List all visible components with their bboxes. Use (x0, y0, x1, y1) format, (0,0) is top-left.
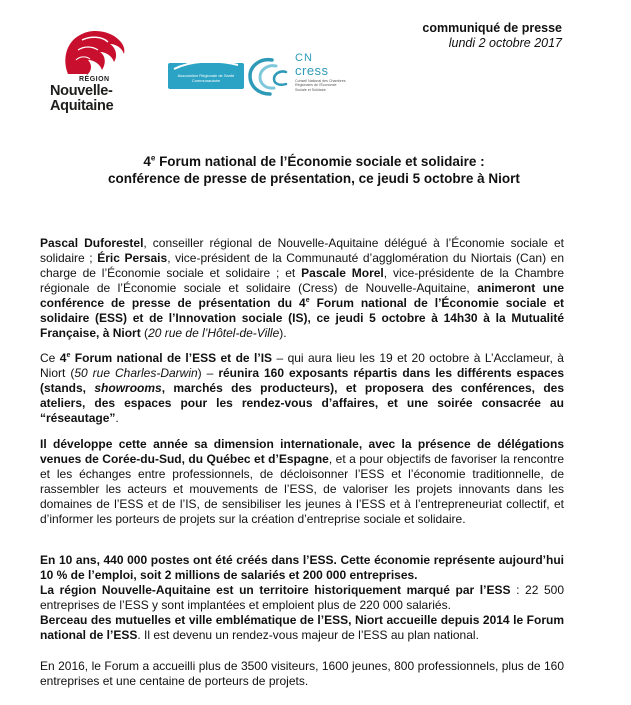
name-pascale-morel: Pascale Morel (301, 266, 384, 280)
ordinal-sup: e (66, 352, 71, 359)
ess-stats-bold: En 10 ans, 440 000 postes ont été créés dans l’ESS. Cette économie représente aujourd’hui 10 % de l’emploi, soit 2 millions de salariés et 200 000 entreprises. (40, 553, 564, 582)
text-span: Forum national de l’Économie sociale et solidaire (ESS) et de l’Innovation sociale (IS), ce jeudi 5 octobre à 14h30 à la Mutualité Française, à Niort (40, 296, 565, 340)
niort-bold: Berceau des mutuelles et ville emblématique de l’ESS, Niort accueille depuis 2014 le Forum national de l’ESS (40, 613, 564, 642)
press-release-header (422, 21, 562, 51)
document-date: lundi 2 octobre 2017 (448, 36, 562, 50)
press-release-title (40, 153, 588, 187)
wave-swoosh-icon (168, 57, 244, 71)
text-span: , marchés des producteurs), et proposera des conférences, des ateliers, des espaces pour les rendez-vous d’affaires, et une soirée consacrée au “réseautage” (40, 381, 564, 425)
paragraph-forum-details (40, 351, 564, 426)
text-span: Ce (40, 351, 60, 365)
text-span: , et a pour objectifs de favoriser la rencontre et les échanges entre professionnels, de décloisonner l’ESS et l’économie traditionnelle, de rassembler les acteurs et mouvements de l’ESS, de valoriser les projets innovants dans les domaines de l’ESS et de l’IS, de sensibiliser les jeunes à l’ESS et à l’entrepreneuriat collectif, et d’informer les porteurs de projets sur la création d’entreprise sociale et solidaire. (40, 452, 565, 526)
paragraph-announcement (40, 236, 564, 341)
title-line-2: conférence de presse de présentation, ce jeudi 5 octobre à Niort (108, 171, 520, 186)
lion-emblem-icon (60, 26, 130, 78)
region-ess-bold: La région Nouvelle-Aquitaine est un territoire historiquement marqué par l’ESS (40, 583, 511, 597)
title-ordinal-sup: e (150, 153, 156, 163)
title-ordinal: 4 (143, 154, 151, 169)
text-span: . (115, 411, 119, 425)
region-name-line-2: Aquitaine (50, 98, 114, 114)
association-logo (168, 55, 244, 97)
text-span: – qui aura lieu les 19 et 20 octobre à L’Acclameur, à Niort ( (40, 351, 564, 380)
region-nouvelle-aquitaine-logo (50, 26, 150, 118)
title-line-1-text: Forum national de l’Économie sociale et solidaire : (155, 154, 485, 169)
association-logo-text: Association Régionale de Santé Communautaire (177, 73, 235, 83)
region-label: RÉGION (79, 76, 110, 83)
international-bold: Il développe cette année sa dimension internationale, avec la présence de délégations venues de Corée-du-Sud, du Québec et d’Espagne (40, 437, 564, 466)
document-kind: communiqué de presse (422, 21, 562, 35)
text-span: . Il est devenu un rendez-vous majeur de l’ESS au plan national. (137, 628, 479, 642)
text-span: réunira 160 exposants répartis dans les différents espaces (stands, (40, 366, 565, 395)
text-span: Forum national de l’ESS et de l’IS (70, 351, 273, 365)
region-name-line-1: Nouvelle- (50, 83, 113, 99)
cncress-cn: CN (295, 52, 313, 64)
cncress-logo (246, 52, 346, 102)
text-span: , conseiller régional de Nouvelle-Aquitaine délégué à l’Économie sociale et solidaire ; (40, 236, 564, 265)
text-span: animeront une conférence de presse de présentation du 4 (40, 281, 564, 310)
address-acclameur: 50 rue Charles-Darwin (74, 366, 198, 380)
cncress-tagline: Conseil National des Chambres Régionales de l'Économie Sociale et Solidaire (295, 79, 346, 92)
text-span: ). (279, 326, 287, 340)
name-eric-persais: Éric Persais (97, 251, 168, 265)
text-span: , vice-présidente de la Chambre régionale de l’Économie sociale et solidaire (Cress) de Nouvelle-Aquitaine, (40, 266, 565, 295)
showrooms-italic: showrooms (94, 381, 162, 395)
region-name (50, 84, 113, 114)
forum-name-bold (60, 351, 272, 365)
title-line-1 (40, 153, 588, 170)
ordinal-sup: e (305, 297, 310, 304)
cncress-cress: cress (295, 63, 329, 78)
cress-rings-icon (246, 54, 294, 100)
name-pascal-duforestel: Pascal Duforestel (40, 236, 144, 250)
paragraph-statistics (40, 553, 564, 643)
text-span: ) – (197, 366, 219, 380)
paragraph-international (40, 437, 564, 527)
text-span: ( (140, 326, 149, 340)
text-span: , vice-président de la Communauté d’agglomération du Niortais (Can) en charge de l’Économie sociale et solidaire ; et (40, 251, 565, 280)
address-mutualite: 20 rue de l’Hôtel-de-Ville (148, 326, 280, 340)
text-span: 4 (59, 351, 67, 365)
paragraph-2016-figures: En 2016, le Forum a accueilli plus de 3500 visiteurs, 1600 jeunes, 800 professionnels, plus de 160 entreprises et une centaine de porteurs de projets. (40, 659, 564, 688)
text-span: : 22 500 entreprises de l’ESS y sont implantées et emploient plus de 220 000 salariés. (40, 583, 564, 612)
